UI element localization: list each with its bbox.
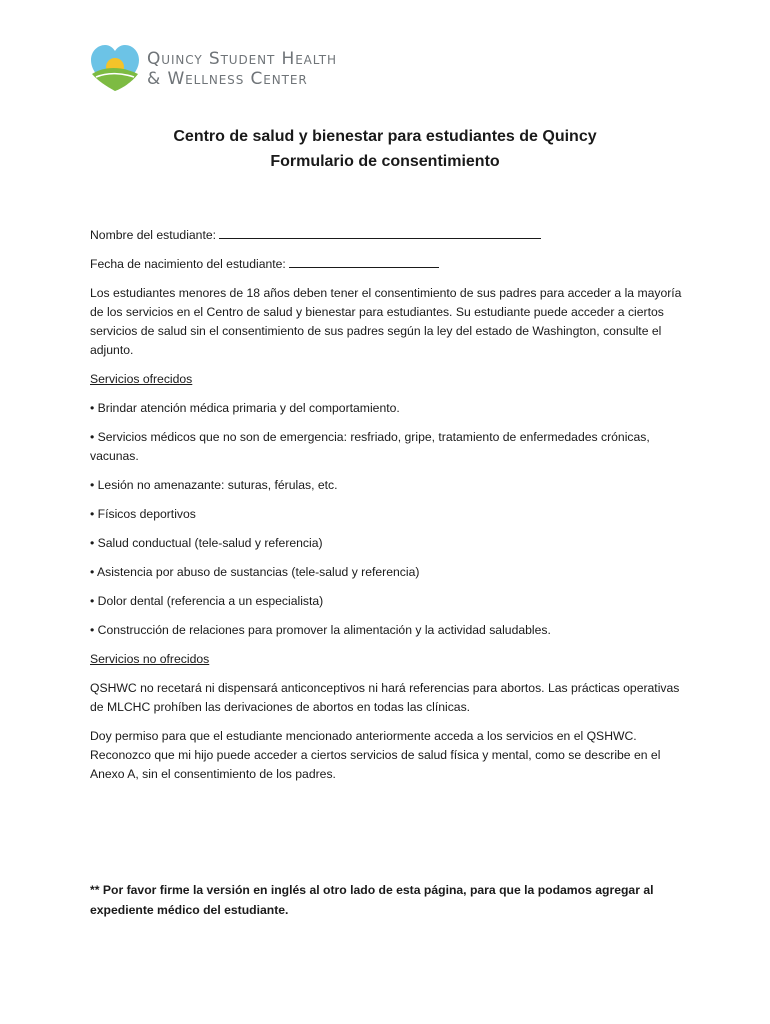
permission-paragraph: Doy permiso para que el estudiante mencionado anteriormente acceda a los servicios en el QSHWC. Reconozco que mi hijo puede acceder a ciertos servicios de salud física y mental, como se describe en el Anexo A, sin el consentimiento de los padres. [90, 729, 661, 781]
list-item: • Brindar atención médica primaria y del comportamiento. [90, 401, 400, 415]
list-item: • Físicos deportivos [90, 507, 196, 521]
list-item: • Asistencia por abuso de sustancias (tele-salud y referencia) [90, 565, 420, 579]
list-item: • Dolor dental (referencia a un especialista) [90, 594, 324, 608]
heart-sun-icon [90, 44, 140, 94]
services-not-offered-text: QSHWC no recetará ni dispensará anticonceptivos ni hará referencias para abortos. Las prácticas operativas de MLCHC prohíben las derivaciones de abortos en todas las clínicas. [90, 681, 680, 714]
birth-date-label: Fecha de nacimiento del estudiante: [90, 257, 286, 271]
title-line-2: Formulario de consentimiento [270, 153, 500, 170]
footer-note: ** Por favor firme la versión en inglés al otro lado de esta página, para que la podamos agregar al expediente médico del estudiante. [90, 883, 654, 917]
title-line-1: Centro de salud y bienestar para estudiantes de Quincy [173, 128, 597, 145]
logo-line-1: Quincy Student Health [147, 49, 337, 69]
document-body [90, 226, 682, 794]
student-name-label: Nombre del estudiante: [90, 228, 217, 242]
list-item: • Construcción de relaciones para promover la alimentación y la actividad saludables. [90, 623, 551, 637]
logo-line-2: & Wellness Center [147, 69, 308, 89]
birth-date-row [90, 255, 682, 274]
list-item: • Lesión no amenazante: suturas, férulas, etc. [90, 478, 338, 492]
intro-paragraph: Los estudiantes menores de 18 años deben tener el consentimiento de sus padres para acceder a la mayoría de los servicios en el Centro de salud y bienestar para estudiantes. Su estudiante puede acceder a ciertos servicios de salud sin el consentimiento de sus padres según la ley del estado de Washington, consulte el adjunto. [90, 286, 682, 357]
birth-date-field[interactable] [289, 256, 439, 268]
page-title [0, 124, 770, 174]
services-not-offered-heading: Servicios no ofrecidos [90, 652, 210, 666]
services-offered-heading: Servicios ofrecidos [90, 372, 193, 386]
logo [90, 44, 337, 94]
student-name-field[interactable] [219, 227, 541, 239]
list-item: • Servicios médicos que no son de emergencia: resfriado, gripe, tratamiento de enfermedades crónicas, vacunas. [90, 430, 650, 463]
list-item: • Salud conductual (tele-salud y referencia) [90, 536, 323, 550]
student-name-row [90, 226, 682, 245]
